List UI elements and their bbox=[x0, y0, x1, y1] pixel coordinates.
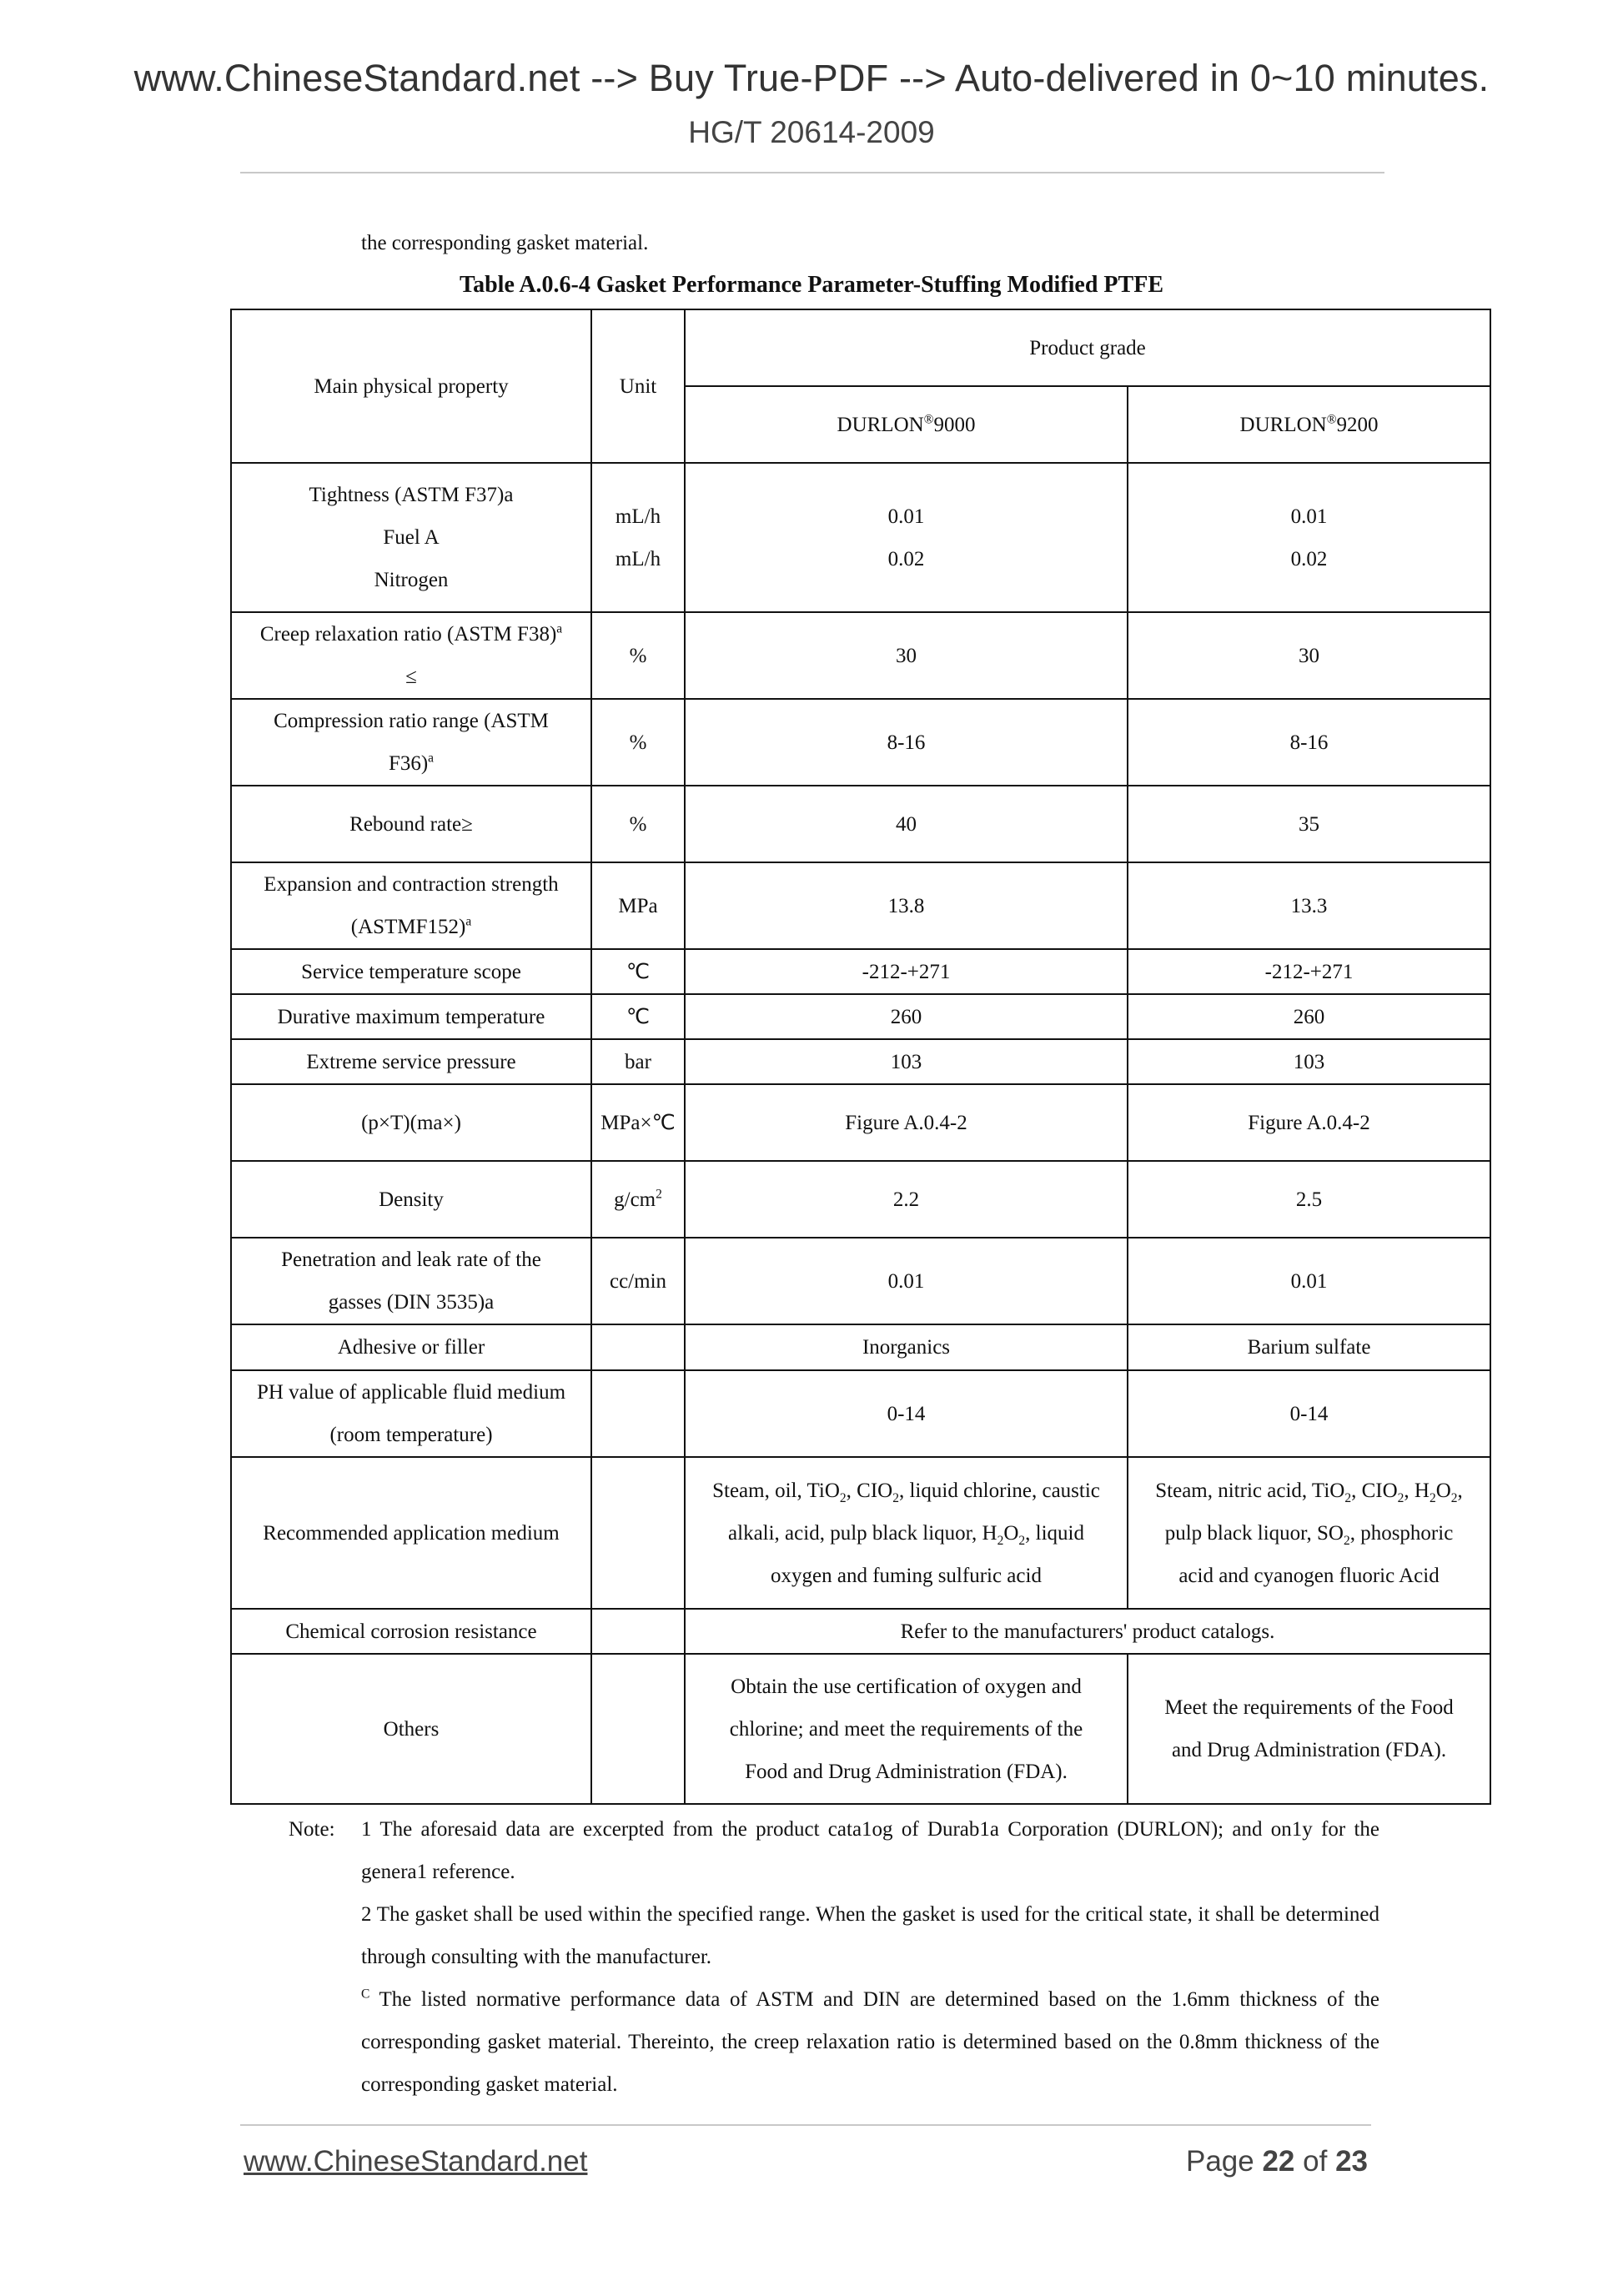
row-unit: cc/min bbox=[591, 1238, 685, 1324]
row-value-9000: 30 bbox=[685, 612, 1128, 699]
row-value-9000: -212-+271 bbox=[685, 949, 1128, 994]
row-value-9200: -212-+271 bbox=[1128, 949, 1490, 994]
table-row bbox=[231, 1370, 1490, 1457]
row-unit: % bbox=[591, 612, 685, 699]
header-durlon-9200: DURLON®9200 bbox=[1128, 386, 1490, 463]
row-label: Creep relaxation ratio (ASTM F38)$^a$ ≤ bbox=[231, 612, 591, 699]
row-value-9000: Obtain the use certification of oxygen and chlorine; and meet the requirements of the Food and Drug Administration (FDA). bbox=[685, 1654, 1128, 1804]
header-divider bbox=[240, 172, 1384, 173]
table-row bbox=[231, 612, 1490, 699]
row-unit bbox=[591, 1324, 685, 1370]
row-value-9000: Steam, oil, TiO$_2$, $CIO_2$, liquid chlorine, caustic alkali, acid, pulp black liquor, $H_2O_2$, liquid oxygen and fuming sulfuric acid bbox=[685, 1457, 1128, 1609]
gasket-performance-table bbox=[230, 309, 1491, 1805]
row-label: Expansion and contraction strength (ASTMF152)$^a$ bbox=[231, 862, 591, 949]
row-unit: mL/h mL/h bbox=[591, 463, 685, 612]
header-banner[interactable]: www.ChineseStandard.net --> Buy True-PDF --> Auto-delivered in 0~10 minutes. bbox=[133, 57, 1490, 99]
header-durlon-9000: DURLON®9000 bbox=[685, 386, 1128, 463]
row-label: Penetration and leak rate of the gasses (DIN 3535)a bbox=[231, 1238, 591, 1324]
row-label: Extreme service pressure bbox=[231, 1039, 591, 1084]
row-label: Service temperature scope bbox=[231, 949, 591, 994]
row-label: Recommended application medium bbox=[231, 1457, 591, 1609]
row-unit: ℃ bbox=[591, 994, 685, 1039]
header-product-grade: Product grade bbox=[685, 309, 1490, 386]
note-3: $^C$ The listed normative performance data of ASTM and DIN are determined based on the 1.6mm thickness of the corresponding gasket material. Thereinto, the creep relaxation ratio is determined based on the 0.8mm thickness of the corresponding gasket material. bbox=[361, 1987, 1379, 2096]
row-value-9000: Figure A.0.4-2 bbox=[685, 1084, 1128, 1161]
row-value-9000: 8-16 bbox=[685, 699, 1128, 786]
row-value-9000: 103 bbox=[685, 1039, 1128, 1084]
row-label: Compression ratio range (ASTM F36)$^a$ bbox=[231, 699, 591, 786]
table-row bbox=[231, 1324, 1490, 1370]
row-label: Adhesive or filler bbox=[231, 1324, 591, 1370]
table-row bbox=[231, 699, 1490, 786]
row-value-9200: 8-16 bbox=[1128, 699, 1490, 786]
row-value-9200: Figure A.0.4-2 bbox=[1128, 1084, 1490, 1161]
row-unit bbox=[591, 1457, 685, 1609]
row-unit: % bbox=[591, 786, 685, 862]
row-value-9200: Meet the requirements of the Food and Drug Administration (FDA). bbox=[1128, 1654, 1490, 1804]
table-row bbox=[231, 949, 1490, 994]
row-label: Chemical corrosion resistance bbox=[231, 1609, 591, 1654]
lead-text: the corresponding gasket material. bbox=[361, 232, 649, 254]
row-value-9200: 103 bbox=[1128, 1039, 1490, 1084]
row-value-9000: 0.01 bbox=[685, 1238, 1128, 1324]
row-label: Durative maximum temperature bbox=[231, 994, 591, 1039]
table-row bbox=[231, 1161, 1490, 1238]
table-row bbox=[231, 1457, 1490, 1609]
row-value-9000: 2.2 bbox=[685, 1161, 1128, 1238]
row-unit: MPa×℃ bbox=[591, 1084, 685, 1161]
table-row bbox=[231, 862, 1490, 949]
row-value-9000: 40 bbox=[685, 786, 1128, 862]
footer-divider bbox=[240, 2124, 1371, 2126]
row-value-9200: 0.01 0.02 bbox=[1128, 463, 1490, 612]
row-label: Tightness (ASTM F37)a Fuel A Nitrogen bbox=[231, 463, 591, 612]
row-unit: bar bbox=[591, 1039, 685, 1084]
row-unit bbox=[591, 1609, 685, 1654]
row-label: (p×T)(ma×) bbox=[231, 1084, 591, 1161]
row-label: Density bbox=[231, 1161, 591, 1238]
table-row bbox=[231, 1654, 1490, 1804]
row-value-9200: 2.5 bbox=[1128, 1161, 1490, 1238]
table-row bbox=[231, 1609, 1490, 1654]
row-value-9200: 35 bbox=[1128, 786, 1490, 862]
table-row bbox=[231, 994, 1490, 1039]
row-label: Others bbox=[231, 1654, 591, 1804]
header-property: Main physical property bbox=[231, 309, 591, 463]
page-number: Page 22 of 23 bbox=[1185, 2145, 1368, 2178]
table-header-row bbox=[231, 309, 1490, 386]
row-value-9000: 0-14 bbox=[685, 1370, 1128, 1457]
table-row bbox=[231, 463, 1490, 612]
row-unit bbox=[591, 1654, 685, 1804]
table-row bbox=[231, 1084, 1490, 1161]
row-unit: % bbox=[591, 699, 685, 786]
row-value-9200: 260 bbox=[1128, 994, 1490, 1039]
table-row bbox=[231, 1039, 1490, 1084]
row-value-9000: 260 bbox=[685, 994, 1128, 1039]
row-value-merged: Refer to the manufacturers' product catalogs. bbox=[685, 1609, 1490, 1654]
row-value-9200: Barium sulfate bbox=[1128, 1324, 1490, 1370]
row-unit bbox=[591, 1370, 685, 1457]
row-unit: ℃ bbox=[591, 949, 685, 994]
row-label: Rebound rate≥ bbox=[231, 786, 591, 862]
table-row bbox=[231, 1238, 1490, 1324]
row-value-9200: 13.3 bbox=[1128, 862, 1490, 949]
footer-site-link[interactable]: www.ChineseStandard.net bbox=[244, 2145, 588, 2178]
standard-code: HG/T 20614-2009 bbox=[688, 115, 935, 149]
row-value-9000: Inorganics bbox=[685, 1324, 1128, 1370]
note-label: Note: bbox=[289, 1818, 335, 1841]
note-2: 2 The gasket shall be used within the specified range. When the gasket is used for the critical state, it shall be determined through consulting with the manufacturer. bbox=[361, 1903, 1379, 1968]
row-value-9200: 0-14 bbox=[1128, 1370, 1490, 1457]
row-value-9200: 0.01 bbox=[1128, 1238, 1490, 1324]
table-notes bbox=[289, 1808, 1379, 2106]
table-caption: Table A.0.6-4 Gasket Performance Parameter-Stuffing Modified PTFE bbox=[459, 272, 1163, 298]
header-unit: Unit bbox=[591, 309, 685, 463]
row-value-9200: Steam, nitric acid, TiO$_2$, $CIO_2$, $H_2O_2$, pulp black liquor, $SO_2$, phosphoric acid and cyanogen fluoric Acid bbox=[1128, 1457, 1490, 1609]
row-unit: $g/cm^2$ bbox=[591, 1161, 685, 1238]
table-row bbox=[231, 786, 1490, 862]
row-value-9000: 13.8 bbox=[685, 862, 1128, 949]
row-label: PH value of applicable fluid medium (room temperature) bbox=[231, 1370, 591, 1457]
row-value-9200: 30 bbox=[1128, 612, 1490, 699]
row-value-9000: 0.01 0.02 bbox=[685, 463, 1128, 612]
note-1: 1 The aforesaid data are excerpted from the product cata1og of Durab1a Corporation (DURLON); and on1y for the genera1 reference. bbox=[361, 1818, 1379, 1883]
row-unit: MPa bbox=[591, 862, 685, 949]
